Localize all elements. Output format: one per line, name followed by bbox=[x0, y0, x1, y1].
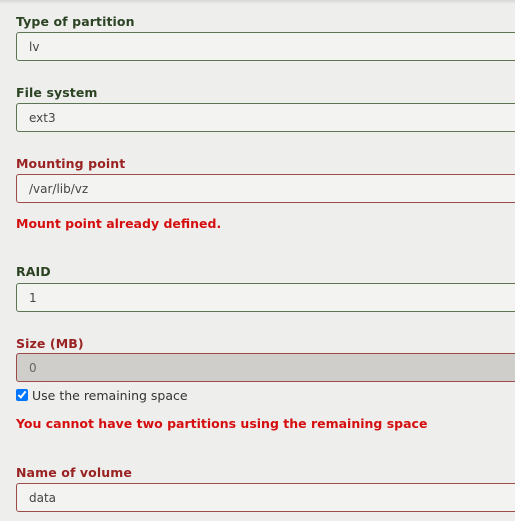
partition-type-field[interactable] bbox=[16, 32, 515, 61]
raid-field[interactable] bbox=[16, 283, 515, 312]
remaining-space-row bbox=[16, 387, 188, 403]
size-error: You cannot have two partitions using the remaining space bbox=[16, 416, 428, 431]
volume-name-label: Name of volume bbox=[16, 465, 132, 480]
raid-label: RAID bbox=[16, 264, 51, 279]
file-system-label: File system bbox=[16, 85, 98, 100]
size-field bbox=[16, 353, 515, 382]
file-system-field[interactable] bbox=[16, 103, 515, 132]
remaining-space-checkbox[interactable] bbox=[16, 389, 28, 401]
mount-point-label: Mounting point bbox=[16, 156, 126, 171]
size-label: Size (MB) bbox=[16, 336, 84, 351]
mount-point-error: Mount point already defined. bbox=[16, 216, 222, 231]
remaining-space-label[interactable]: Use the remaining space bbox=[32, 387, 188, 403]
mount-point-field[interactable] bbox=[16, 174, 515, 203]
top-shadow bbox=[0, 0, 515, 4]
volume-name-field[interactable] bbox=[16, 483, 515, 512]
partition-type-label: Type of partition bbox=[16, 14, 135, 29]
